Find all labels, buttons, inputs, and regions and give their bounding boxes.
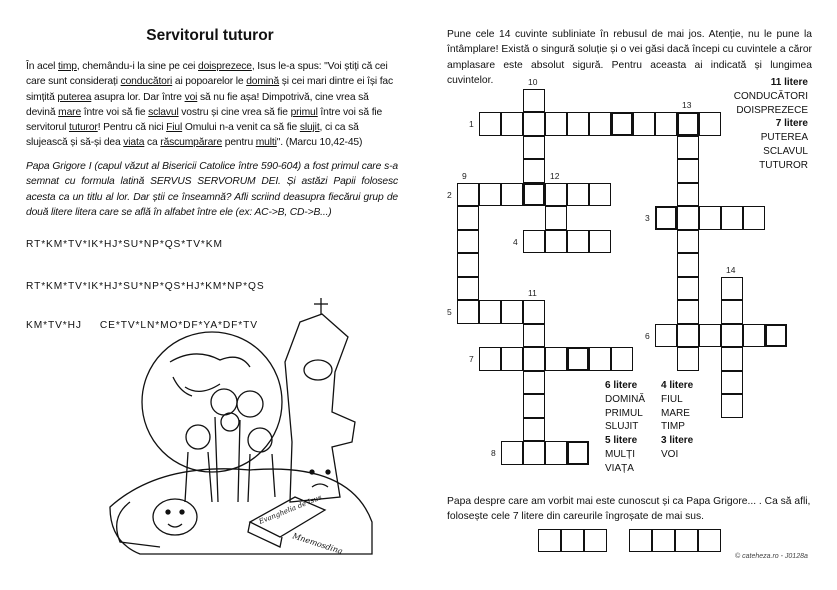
crossword-instructions: Pune cele 14 cuvinte subliniate în rebusul de mai jos. Atenție, nu le pune la întâmplare! Există o singură soluție și o vei găsi dacă începi cu cuvintele a căror amplasare este absolut sigură. Pentru aceasta ai indicată și lungimea cuvintelor. xyxy=(447,29,812,86)
underlined-word: timp xyxy=(58,61,77,72)
crossword-cell[interactable] xyxy=(457,230,479,254)
crossword-cell[interactable] xyxy=(523,89,545,113)
word-list-item: VIAȚA xyxy=(605,462,634,474)
word-list-4-3 xyxy=(661,379,693,462)
clue-number-5: 5 xyxy=(447,307,452,317)
crossword-cell[interactable] xyxy=(523,418,545,442)
crossword-cell[interactable] xyxy=(567,112,589,136)
underlined-word: mare xyxy=(58,106,82,118)
answer-instructions: Papa despre care am vorbit mai este cunoscut și ca Papa Grigore... . Ca să afli, folosește cele 7 litere din careurile îngroșate de mai sus. xyxy=(447,496,811,523)
crossword-cell[interactable] xyxy=(655,112,677,136)
answer-box[interactable] xyxy=(629,529,652,552)
passage-text: asupra lor. Dar între xyxy=(91,91,185,103)
passage-text: și cei mari dintre ei își fac simțită xyxy=(26,76,394,103)
clue-number-6: 6 xyxy=(645,330,650,341)
underlined-word: viata xyxy=(123,137,145,149)
underlined-word: tuturor xyxy=(68,122,98,134)
clue-number-1: 1 xyxy=(469,119,474,129)
crossword-cell[interactable] xyxy=(567,230,589,254)
crossword-cell[interactable] xyxy=(721,371,743,395)
girl-head xyxy=(248,428,272,452)
passage-text: vostru și cine vrea să fie xyxy=(178,106,291,118)
crossword-cell[interactable] xyxy=(611,347,633,371)
clue-number-9: 9 xyxy=(462,170,467,181)
passage-text: între voi să fie xyxy=(81,106,149,118)
answer-box[interactable] xyxy=(561,529,584,552)
answer-box[interactable] xyxy=(584,529,607,552)
crossword-cell[interactable] xyxy=(457,277,479,301)
crossword-cell-highlighted[interactable] xyxy=(523,183,545,207)
coloring-illustration xyxy=(100,292,380,562)
passage-text: ! Pentru că nici xyxy=(97,122,167,134)
crossword-cell[interactable] xyxy=(677,183,699,207)
crossword-cell[interactable] xyxy=(545,112,567,136)
copyright: © cateheza.ro - J0128a xyxy=(735,553,808,560)
passage-text: pentru xyxy=(222,137,256,149)
crossword-cell-highlighted[interactable] xyxy=(655,206,677,230)
passage-text: , Isus le-a spus: "Voi știți că cei care sunt considerați xyxy=(26,61,388,88)
baby-head xyxy=(221,413,239,431)
crossword-cell[interactable] xyxy=(589,112,611,136)
passage-text: , chemându-i la sine pe cei xyxy=(76,61,199,72)
underlined-word: doisprezece xyxy=(198,61,252,72)
crossword-cell[interactable] xyxy=(567,183,589,207)
underlined-word: Fiul xyxy=(166,122,183,134)
crossword-cell[interactable] xyxy=(545,441,567,465)
crossword-cell[interactable] xyxy=(479,112,501,136)
crossword-cell[interactable] xyxy=(677,230,699,254)
crossword-cell[interactable] xyxy=(523,347,545,371)
crossword-cell[interactable] xyxy=(721,277,743,301)
crossword-cell[interactable] xyxy=(523,394,545,418)
crossword-cell-highlighted[interactable] xyxy=(611,112,633,136)
clue-number-11: 11 xyxy=(528,288,537,298)
word-list-6-5 xyxy=(605,379,645,476)
crossword-cell[interactable] xyxy=(633,112,655,136)
crossword-cell[interactable] xyxy=(677,347,699,371)
gospel-passage xyxy=(26,59,398,151)
passage-text: să nu fie așa! Dimpotrivă, cine vrea să devină xyxy=(26,91,369,118)
crossword-cell[interactable] xyxy=(545,206,567,230)
crossword-cell[interactable] xyxy=(457,206,479,230)
word-list-item: DOMINĂ xyxy=(605,393,645,405)
crossword-cell[interactable] xyxy=(721,300,743,324)
crossword-cell[interactable] xyxy=(501,347,523,371)
underlined-word: sclavul xyxy=(148,106,179,118)
crossword-cell[interactable] xyxy=(457,183,479,207)
globe-shape xyxy=(142,332,282,472)
word-list-item: TUTUROR xyxy=(759,159,808,171)
underlined-word: primul xyxy=(290,106,318,118)
crossword-cell[interactable] xyxy=(655,324,677,348)
person-1-head xyxy=(211,389,237,415)
word-list-item: MARE xyxy=(661,407,690,419)
passage-text: între voi să fie servitorul xyxy=(26,106,383,134)
answer-box[interactable] xyxy=(652,529,675,552)
underlined-word: voi xyxy=(184,91,198,103)
crossword-cell[interactable] xyxy=(721,206,743,230)
underlined-word: răscumpărare xyxy=(160,137,223,149)
clue-number-7: 7 xyxy=(469,354,474,364)
crossword-cell-highlighted[interactable] xyxy=(567,347,589,371)
crossword-cell[interactable] xyxy=(479,300,501,324)
crossword-cell[interactable] xyxy=(523,371,545,395)
crossword-cell[interactable] xyxy=(523,441,545,465)
word-list-item: DOISPREZECE xyxy=(736,104,808,116)
crossword-cell[interactable] xyxy=(677,277,699,301)
crossword-cell[interactable] xyxy=(677,253,699,277)
answer-box[interactable] xyxy=(698,529,721,552)
word-list-item: VOI xyxy=(661,448,679,460)
bell-tower-shape xyxy=(285,314,355,502)
crossword-cell[interactable] xyxy=(479,347,501,371)
clue-number-4: 4 xyxy=(513,236,518,247)
crossword-cell[interactable] xyxy=(589,230,611,254)
crossword-cell[interactable] xyxy=(677,159,699,183)
crossword-cell[interactable] xyxy=(743,206,765,230)
clue-number-10: 10 xyxy=(528,76,538,87)
crossword-cell[interactable] xyxy=(589,347,611,371)
page-title: Servitorul tuturor xyxy=(146,27,274,44)
crossword-cell[interactable] xyxy=(545,230,567,254)
crossword-cell[interactable] xyxy=(677,206,699,230)
crossword-cell[interactable] xyxy=(545,347,567,371)
underlined-word: slujit xyxy=(299,122,320,134)
crossword-cell[interactable] xyxy=(501,112,523,136)
crossword-cell[interactable] xyxy=(721,347,743,371)
underlined-word: conducători xyxy=(120,76,173,88)
word-list-item: FIUL xyxy=(661,393,683,405)
crossword-cell[interactable] xyxy=(523,136,545,160)
answer-box[interactable] xyxy=(675,529,698,552)
word-list-item: PRIMUL xyxy=(605,407,643,419)
passage-text: ". (Marcu 10,42-45) xyxy=(276,137,363,149)
word-length-heading: 5 litere xyxy=(605,435,638,447)
word-list-item: SLUJIT xyxy=(605,421,639,433)
word-list-item: PUTEREA xyxy=(760,132,808,144)
underlined-word: multi xyxy=(255,137,277,149)
cipher-line-1: RT*KM*TV*IK*HJ*SU*NP*QS*TV*KM xyxy=(26,239,223,250)
crossword-cell[interactable] xyxy=(721,394,743,418)
crossword-cell[interactable] xyxy=(523,300,545,324)
word-length-heading: 6 litere xyxy=(605,380,638,391)
clue-number-14: 14 xyxy=(726,264,736,275)
hill-shape xyxy=(110,469,372,557)
crossword-cell-highlighted[interactable] xyxy=(677,112,699,136)
cipher-line-2: RT*KM*TV*IK*HJ*SU*NP*QS*HJ*KM*NP*QS xyxy=(26,281,265,292)
crossword-cell[interactable] xyxy=(523,230,545,254)
passage-text: ca xyxy=(144,137,161,149)
word-list-item: TIMP xyxy=(661,421,685,433)
word-list-item: SCLAVUL xyxy=(763,145,808,157)
word-list-11-7 xyxy=(708,76,808,173)
word-length-heading: 11 litere xyxy=(770,77,808,88)
crossword-cell[interactable] xyxy=(501,441,523,465)
child-head xyxy=(186,425,210,449)
crossword-cell[interactable] xyxy=(699,206,721,230)
crossword-cell[interactable] xyxy=(457,253,479,277)
passage-text: Omului n-a venit ca să fie xyxy=(182,122,300,134)
crossword-cell-highlighted[interactable] xyxy=(567,441,589,465)
word-list-item: MULȚI xyxy=(605,448,635,460)
word-length-heading: 7 litere xyxy=(775,118,808,130)
crossword-cell[interactable] xyxy=(545,183,567,207)
crossword-cell[interactable] xyxy=(501,300,523,324)
person-2-head xyxy=(237,391,263,417)
crossword-cell[interactable] xyxy=(523,112,545,136)
clue-number-3: 3 xyxy=(645,213,650,223)
crossword-cell[interactable] xyxy=(721,324,743,348)
cipher-line-3-word-1: KM*TV*HJ xyxy=(26,320,82,331)
passage-text: În acel xyxy=(26,61,58,72)
word-length-heading: 4 litere xyxy=(661,380,694,391)
underlined-word: puterea xyxy=(57,91,92,103)
crossword-cell[interactable] xyxy=(523,324,545,348)
artist-signature: Mnemosdina xyxy=(291,531,344,557)
crossword-cell[interactable] xyxy=(699,324,721,348)
pope-paragraph: Papa Grigore I (capul văzut al Bisericii Catolice între 590-604) a fost primul care s-a semnat cu formula latină SERVUS SERVORUM DEI. Și astăzi Papii folosesc acesta ca un titlu al lor. Dar știi ce înseamnă? Afli scriind deasupra fiecărui grup de două litere litera care se află în alfabet între ele (ex: AC->B, CD->B...) xyxy=(26,161,398,218)
cipher-line-3-word-2: CE*TV*LN*MO*DF*YA*DF*TV xyxy=(99,320,258,331)
word-list-item: CONDUCĂTORI xyxy=(733,90,808,102)
clue-number-2: 2 xyxy=(447,189,452,200)
clue-number-8: 8 xyxy=(491,448,496,458)
crossword-cell[interactable] xyxy=(677,324,699,348)
underlined-word: domină xyxy=(246,76,280,88)
crossword-cell[interactable] xyxy=(677,136,699,160)
clue-number-13: 13 xyxy=(682,100,692,110)
clue-number-12: 12 xyxy=(550,170,560,181)
crossword-cell[interactable] xyxy=(677,300,699,324)
word-length-heading: 3 litere xyxy=(661,435,694,447)
crossword-cell[interactable] xyxy=(501,183,523,207)
crossword-cell[interactable] xyxy=(523,159,545,183)
passage-text: , ci ca să slujească și să-și dea xyxy=(26,122,359,149)
answer-box[interactable] xyxy=(538,529,561,552)
crossword-cell[interactable] xyxy=(479,183,501,207)
lying-person-head xyxy=(153,499,197,535)
crossword-cell[interactable] xyxy=(457,300,479,324)
book-cover-lettering: Evanghelia de Isus xyxy=(257,493,323,526)
crossword-cell[interactable] xyxy=(589,183,611,207)
passage-text: ai popoarelor le xyxy=(172,76,247,88)
crossword-cell[interactable] xyxy=(743,324,765,348)
crossword-cell-highlighted[interactable] xyxy=(765,324,787,348)
